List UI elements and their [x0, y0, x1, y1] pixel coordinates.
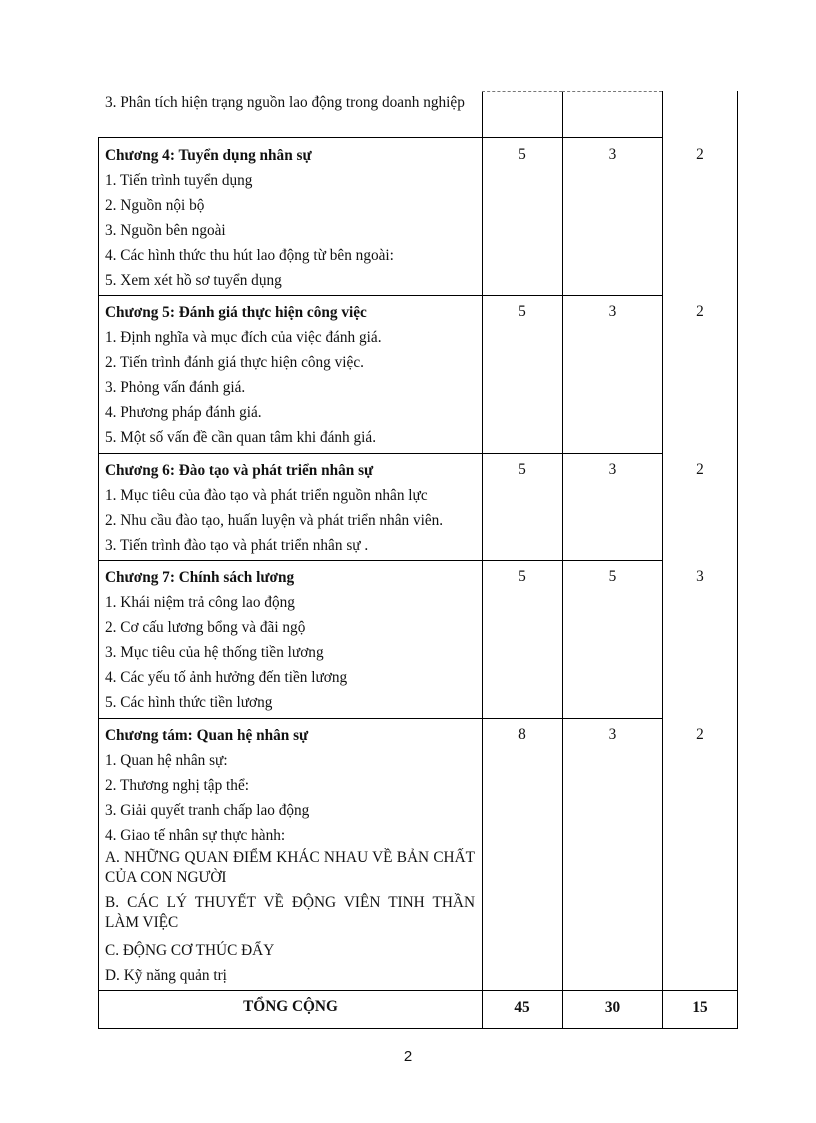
other-hours: 2 — [696, 303, 704, 320]
content-line: 2. Cơ cấu lương bổng và đãi ngộ — [105, 619, 306, 636]
content-line: 5. Một số vấn đề cần quan tâm khi đánh giá. — [105, 429, 377, 446]
table-border-col3 — [662, 91, 663, 1029]
lecture-hours: 5 — [518, 303, 526, 320]
content-line: 4. Giao tế nhân sự thực hành: — [105, 827, 286, 844]
table-border-left — [98, 137, 99, 1029]
practice-hours: 3 — [608, 726, 617, 743]
lecture-hours: 5 — [518, 461, 526, 478]
content-line: 2. Thương nghị tập thể: — [105, 777, 249, 794]
practice-hours: 3 — [608, 146, 617, 163]
lecture-hours: 5 — [518, 568, 526, 585]
row-divider-2 — [98, 295, 662, 296]
content-line: 4. Các hình thức thu hút lao động từ bên ngoài: — [105, 247, 394, 264]
row-divider-3 — [98, 453, 662, 454]
row-divider-1 — [98, 137, 662, 138]
content-line: 1. Định nghĩa và mục đích của việc đánh giá. — [105, 329, 382, 346]
table-top-dashed-1 — [482, 91, 562, 92]
practice-hours: 5 — [608, 568, 617, 585]
lecture-hours: 5 — [518, 146, 526, 163]
content-line: B. CÁC LÝ THUYẾT VỀ ĐỘNG VIÊN TINH THẦN LÀM VIỆC — [105, 894, 475, 931]
table-border-right — [737, 91, 738, 1029]
content-line: 3. Mục tiêu của hệ thống tiền lương — [105, 644, 324, 661]
content-line: 4. Các yếu tố ảnh hưởng đến tiền lương — [105, 669, 348, 686]
content-line: 5. Các hình thức tiền lương — [105, 694, 273, 711]
content-line: 2. Nhu cầu đào tạo, huấn luyện và phát triển nhân viên. — [105, 512, 444, 529]
content-line: 3. Phỏng vấn đánh giá. — [105, 379, 246, 396]
table-top-dashed-2 — [562, 91, 662, 92]
content-line: 1. Mục tiêu của đào tạo và phát triển nguồn nhân lực — [105, 487, 428, 504]
total-label: TỔNG CỘNG — [243, 998, 338, 1015]
practice-hours: 3 — [608, 303, 617, 320]
table-row — [105, 565, 475, 715]
chapter-heading: Chương 5: Đánh giá thực hiện công việc — [105, 304, 367, 321]
chapter-heading: Chương tám: Quan hệ nhân sự — [105, 727, 309, 744]
content-line: 3. Giải quyết tranh chấp lao động — [105, 802, 310, 819]
row-divider-5 — [98, 718, 662, 719]
table-row — [105, 458, 475, 558]
other-hours: 2 — [696, 146, 704, 163]
content-line: 3. Tiến trình đào tạo và phát triển nhân sự . — [105, 537, 369, 554]
table-row — [105, 93, 475, 113]
chapter-heading: Chương 6: Đào tạo và phát triển nhân sự — [105, 462, 374, 479]
total-other-hours: 15 — [692, 999, 708, 1016]
content-line: 2. Tiến trình đánh giá thực hiện công việc. — [105, 354, 364, 371]
content-line: 3. Nguồn bên ngoài — [105, 222, 226, 239]
page-number: 2 — [403, 1048, 413, 1065]
content-line: A. NHỮNG QUAN ĐIỂM KHÁC NHAU VỀ BẢN CHẤT CỦA CON NGƯỜI — [105, 849, 475, 886]
other-hours: 3 — [696, 568, 704, 585]
content-line: 4. Phương pháp đánh giá. — [105, 404, 262, 421]
total-practice-hours: 30 — [604, 999, 621, 1016]
content-line: C. ĐỘNG CƠ THÚC ĐẨY — [105, 942, 275, 959]
content-line: 1. Khái niệm trả công lao động — [105, 594, 295, 611]
content-line: 1. Tiến trình tuyển dụng — [105, 172, 253, 189]
other-hours: 2 — [696, 726, 704, 743]
total-lecture-hours: 45 — [514, 999, 530, 1016]
practice-hours: 3 — [608, 461, 617, 478]
content-line: 3. Phân tích hiện trạng nguồn lao động trong doanh nghiệp — [105, 94, 465, 111]
row-divider-total — [98, 990, 738, 991]
chapter-heading: Chương 4: Tuyển dụng nhân sự — [105, 147, 312, 164]
table-row — [105, 143, 475, 293]
content-line: D. Kỹ năng quản trị — [105, 967, 227, 984]
content-line: 1. Quan hệ nhân sự: — [105, 752, 228, 769]
content-line: 5. Xem xét hồ sơ tuyển dụng — [105, 272, 282, 289]
other-hours: 2 — [696, 461, 704, 478]
content-line: 2. Nguồn nội bộ — [105, 197, 205, 214]
table-row — [105, 723, 475, 988]
lecture-hours: 8 — [518, 726, 526, 743]
chapter-heading: Chương 7: Chính sách lương — [105, 569, 295, 586]
table-row — [105, 300, 475, 450]
table-border-bottom — [98, 1028, 738, 1029]
row-divider-4 — [98, 560, 662, 561]
